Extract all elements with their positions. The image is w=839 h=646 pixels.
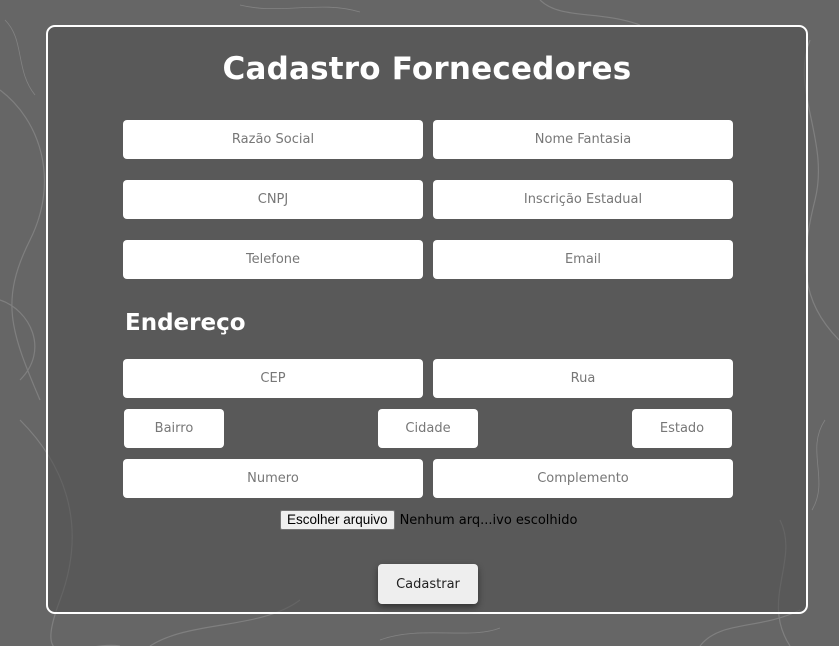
supplier-form-card [46,25,808,614]
complemento-input[interactable] [433,459,733,498]
razao-social-input[interactable] [123,120,423,159]
choose-file-button[interactable]: Escolher arquivo [280,510,395,530]
cadastrar-button[interactable]: Cadastrar [378,564,478,604]
cnpj-input[interactable] [123,180,423,219]
inscricao-estadual-input[interactable] [433,180,733,219]
address-section-title: Endereço [125,310,246,336]
nome-fantasia-input[interactable] [433,120,733,159]
numero-input[interactable] [123,459,423,498]
rua-input[interactable] [433,359,733,398]
email-input[interactable] [433,240,733,279]
cidade-input[interactable] [378,409,478,448]
file-status-text: Nenhum arq...ivo escolhido [399,512,578,528]
cep-input[interactable] [123,359,423,398]
file-upload [280,510,577,530]
bairro-input[interactable] [124,409,224,448]
page-title: Cadastro Fornecedores [222,51,632,87]
estado-input[interactable] [632,409,732,448]
telefone-input[interactable] [123,240,423,279]
